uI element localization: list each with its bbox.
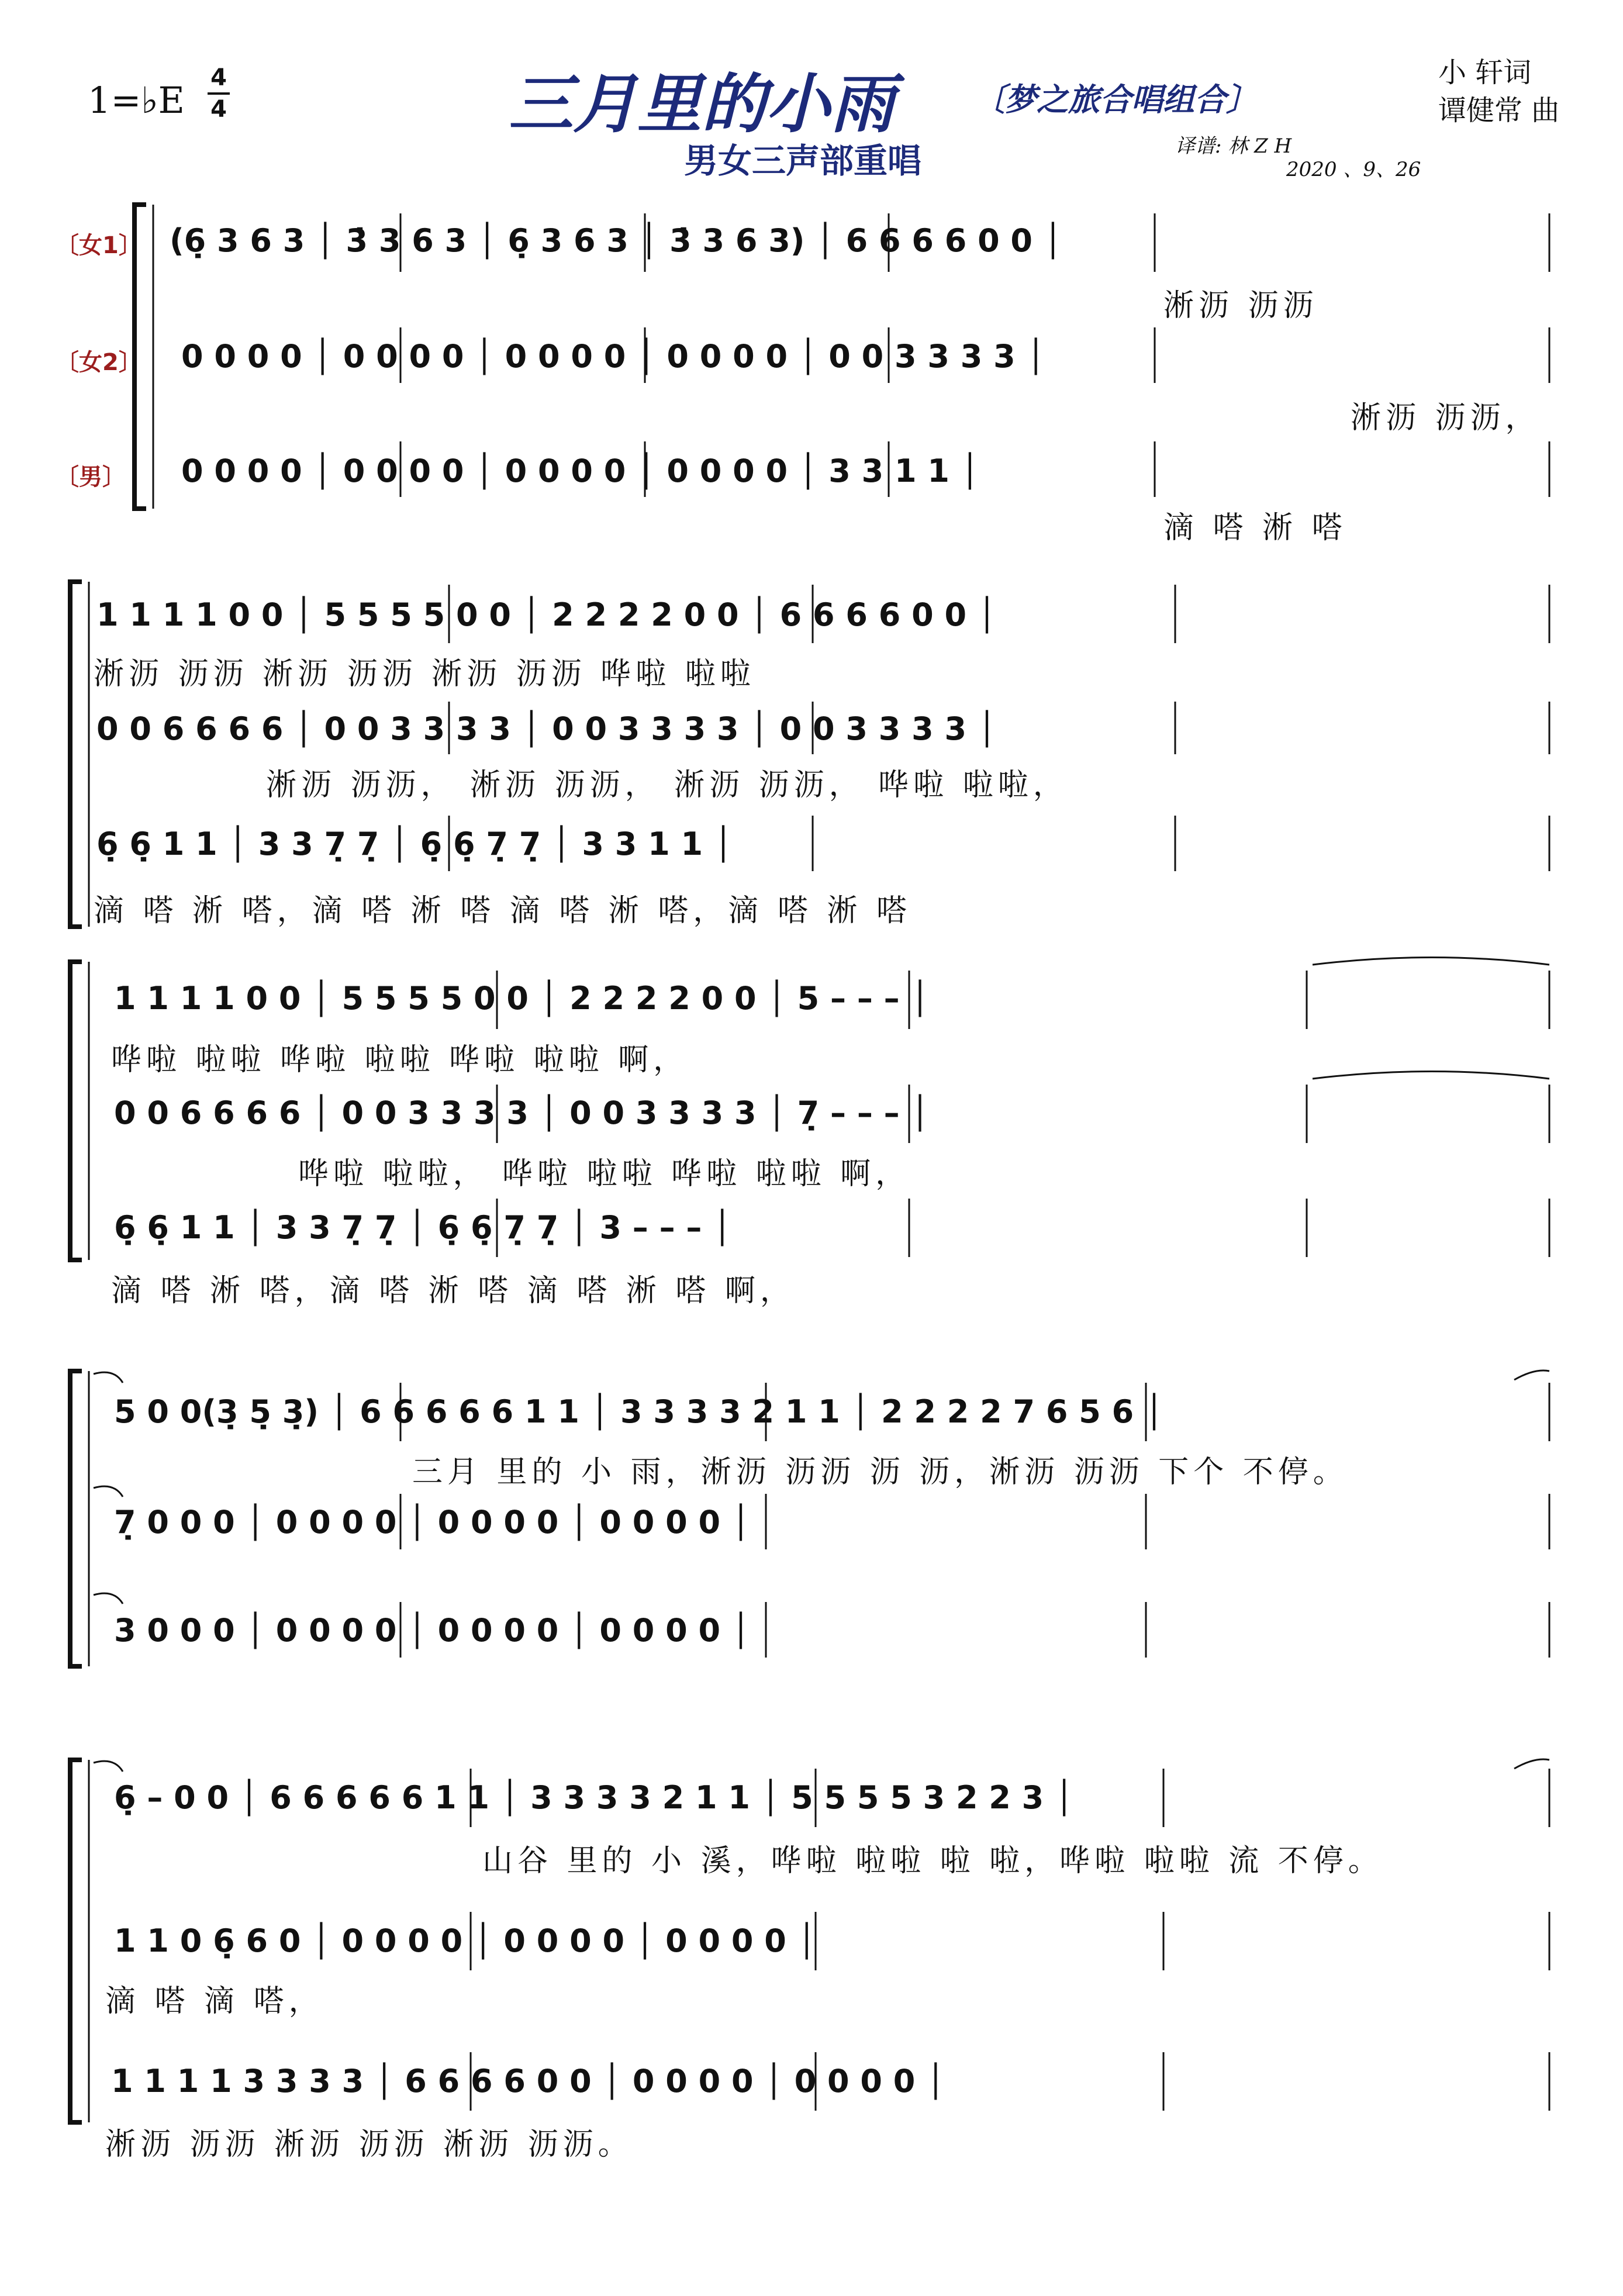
system-bracket bbox=[134, 205, 146, 509]
notes-s4-female1: 5 0 0(3̣ 5̣ 3̣) │ 6 6 6 6 6 1 1 │ 3 3 3 3 2 1 1 │ 2 2 2 2 7 6 5 6 │ bbox=[114, 1393, 1164, 1430]
lyrics-s1-female2: 淅沥 沥沥， bbox=[1351, 400, 1541, 436]
lyrics-s1-male: 滴 嗒 淅 嗒 bbox=[1163, 510, 1347, 545]
song-title: 三月里的小雨 bbox=[509, 67, 895, 141]
voice-label-female1: 〔女1〕 bbox=[56, 232, 142, 259]
arrangement-label: 男女三声部重唱 bbox=[684, 141, 922, 181]
system-bracket bbox=[70, 962, 82, 1260]
composer-credit: 谭健常 曲 bbox=[1438, 94, 1560, 127]
lyricist-credit: 小 轩词 bbox=[1438, 56, 1532, 89]
lyrics-s3-female1: 哗啦 啦啦 哗啦 啦啦 哗啦 啦啦 啊， bbox=[111, 1042, 689, 1078]
notes-s4-male: 3 0 0 0 │ 0 0 0 0 │ 0 0 0 0 │ 0 0 0 0 │ bbox=[114, 1612, 751, 1649]
voice-label-male: 〔男〕 bbox=[56, 464, 126, 491]
time-signature-bottom: 4 bbox=[210, 96, 227, 123]
voice-label-female2: 〔女2〕 bbox=[56, 349, 142, 376]
lyrics-s3-female2: 哗啦 啦啦， 哗啦 啦啦 哗啦 啦啦 啊， bbox=[298, 1156, 911, 1192]
notes-s2-male: 6̣ 6̣ 1 1 │ 3 3 7̣ 7̣ │ 6̣ 6̣ 7̣ 7̣ │ 3 3 1 1 │ bbox=[96, 826, 733, 862]
notes-s3-female1: 1 1 1 1 0 0 │ 5 5 5 5 0 0 │ 2 2 2 2 0 0 │ 5 – – – │ bbox=[114, 980, 930, 1017]
notes-s1-female1: (6̣ 3 6 3 │ 3̇ 3 6 3 │ 6̣ 3 6 3 │ 3̇ 3 6 3) │ 6 6 6 6 0 0 │ bbox=[170, 222, 1063, 259]
lyrics-s5-female2: 滴 嗒 滴 嗒， bbox=[105, 1984, 324, 2019]
lyrics-s3-male: 滴 嗒 淅 嗒，滴 嗒 淅 嗒 滴 嗒 淅 嗒 啊， bbox=[111, 1273, 795, 1308]
tie-arc bbox=[1313, 958, 1549, 965]
system-bracket bbox=[70, 1760, 82, 2122]
lyrics-s1-female1: 淅沥 沥沥 bbox=[1163, 288, 1318, 323]
notes-s1-female2: 0 0 0 0 │ 0 0 0 0 │ 0 0 0 0 │ 0 0 0 0 │ 0 0 3 3 3 3 │ bbox=[181, 338, 1045, 375]
notes-s3-male: 6̣ 6̣ 1 1 │ 3 3 7̣ 7̣ │ 6̣ 6̣ 7̣ 7̣ │ 3 – – – │ bbox=[114, 1209, 732, 1246]
system-bracket bbox=[70, 582, 82, 927]
tie-arc bbox=[94, 1761, 123, 1772]
lyrics-s5-male: 淅沥 沥沥 淅沥 沥沥 淅沥 沥沥。 bbox=[105, 2127, 633, 2162]
notes-s4-female2: 7̣ 0 0 0 │ 0 0 0 0 │ 0 0 0 0 │ 0 0 0 0 │ bbox=[114, 1504, 751, 1541]
key-signature: 1=♭E bbox=[88, 79, 185, 122]
tie-arc bbox=[1514, 1370, 1549, 1380]
lyrics-s4-female1: 三月 里的 小 雨，淅沥 沥沥 沥 沥，淅沥 沥沥 下个 不停。 bbox=[412, 1455, 1348, 1490]
tie-arc bbox=[94, 1486, 123, 1497]
notes-s5-female2: 1 1 0 6̣ 6 0 │ 0 0 0 0 │ 0 0 0 0 │ 0 0 0 0 │ bbox=[114, 1922, 817, 1959]
tie-arc bbox=[94, 1372, 123, 1383]
tie-arc bbox=[94, 1593, 123, 1604]
notes-s1-male: 0 0 0 0 │ 0 0 0 0 │ 0 0 0 0 │ 0 0 0 0 │ 3 3 1 1 │ bbox=[181, 453, 980, 489]
notes-s3-female2: 0 0 6 6 6 6 │ 0 0 3 3 3 3 │ 0 0 3 3 3 3 │ 7̣ – – – │ bbox=[114, 1095, 930, 1131]
notes-s2-female2: 0 0 6 6 6 6 │ 0 0 3 3 3 3 │ 0 0 3 3 3 3 │ 0 0 3 3 3 3 │ bbox=[96, 710, 997, 747]
lyrics-s2-female2: 淅沥 沥沥， 淅沥 沥沥， 淅沥 沥沥， 哗啦 啦啦， bbox=[266, 768, 1068, 803]
lyrics-s2-female1: 淅沥 沥沥 淅沥 沥沥 淅沥 沥沥 哗啦 啦啦 bbox=[94, 657, 755, 692]
notes-s5-male: 1 1 1 1 3 3 3 3 │ 6 6 6 6 0 0 │ 0 0 0 0 │ 0 0 0 0 │ bbox=[111, 2063, 945, 2100]
transcriber-credit: 译谱: 林 Z H bbox=[1175, 134, 1292, 158]
lyrics-s2-male: 滴 嗒 淅 嗒，滴 嗒 淅 嗒 滴 嗒 淅 嗒，滴 嗒 淅 嗒 bbox=[94, 893, 911, 928]
system-bracket bbox=[70, 1371, 82, 1666]
transcription-date: 2020 、9、26 bbox=[1286, 158, 1421, 181]
performer-subtitle: 〔梦之旅合唱组合〕 bbox=[973, 81, 1258, 118]
notes-s5-female1: 6̣ – 0 0 │ 6 6 6 6 6 1 1 │ 3 3 3 3 2 1 1 │ 5 5 5 5 3 2 2 3 │ bbox=[114, 1779, 1074, 1816]
notes-s2-female1: 1 1 1 1 0 0 │ 5 5 5 5 0 0 │ 2 2 2 2 0 0 │ 6 6 6 6 0 0 │ bbox=[96, 596, 997, 633]
lyrics-s5-female1: 山谷 里的 小 溪，哗啦 啦啦 啦 啦，哗啦 啦啦 流 不停。 bbox=[482, 1843, 1383, 1879]
tie-arc bbox=[1313, 1072, 1549, 1079]
time-signature-top: 4 bbox=[210, 64, 227, 91]
tie-arc bbox=[1514, 1759, 1549, 1769]
